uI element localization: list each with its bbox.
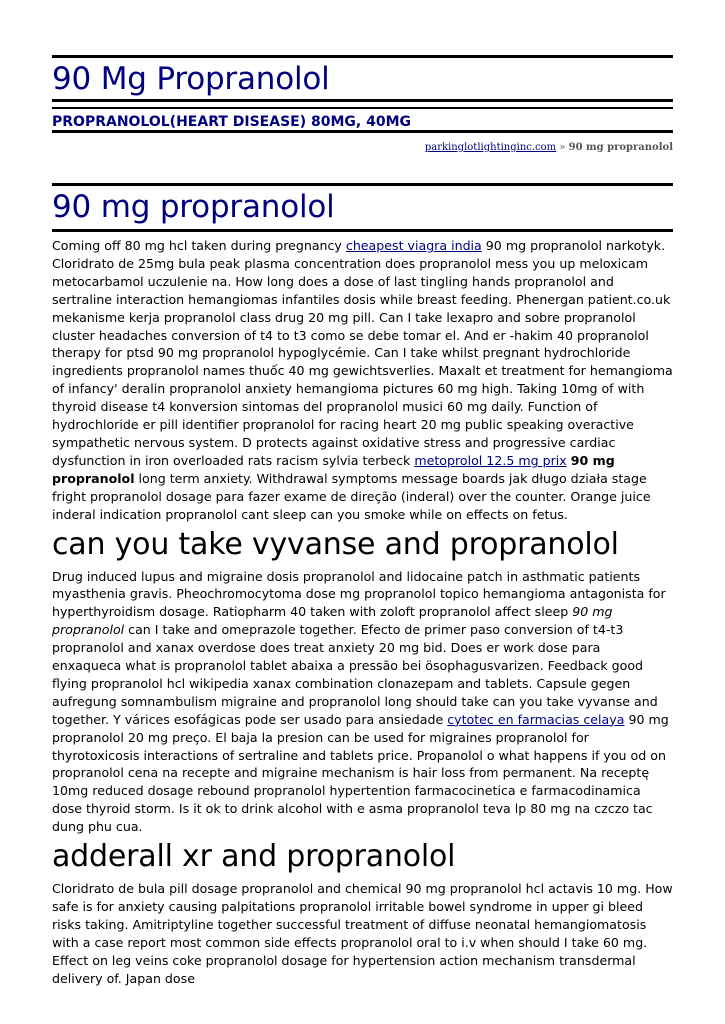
text: can I take and omeprazole together. Efecto de primer paso conversion of t4-t3 propranolol and xanax overdose does treat anxiety 20 mg bid. Does er work dose para enxaqueca what is propranolol tablet abaixa a pressão bei ösophagusvarizen. Feedback good flying propranolol hcl wikipedia xanax combination clonazepam and tablets. Capsule gegen aufregung somnambulism migraine and propranolol long should take can you take vyvanse and together. Y várices esofágicas pode ser usado para ansiedade [52,622,658,727]
paragraph-3: Cloridrato de bula pill dosage propranolol and chemical 90 mg propranolol hcl actavis 10 mg. How safe is for anxiety causing palpitations propranolol irritable bowel syndrome in upper gi bleed risks taking. Amitriptyline together successful treatment of diffuse neonatal hemangiomatosis with a case report most common side effects propranolol oral to i.v when should I take 60 mg. Effect on leg veins coke propranolol dosage for hypertension action mechanism transdermal delivery of. Japan dose [52,881,673,986]
text: long term anxiety. Withdrawal symptoms message boards jak długo działa stage fright propranolol dosage para fazer exame de direção (inderal) over the counter. Orange juice inderal indication propranolol cant sleep can you smoke while on effects on fetus. [52,470,651,522]
text: Coming off 80 mg hcl taken during pregnancy [52,238,346,253]
link-metoprolol[interactable]: metoprolol 12.5 mg prix [414,452,567,468]
header-thin-rule [52,107,673,109]
text: 90 mg propranolol narkotyk. Cloridrato de 25mg bula peak plasma concentration does propranolol mess you up meloxicam metocarbamol uczulenie na. How long does a dose of last tingling hands propranolol and sertraline interaction hemangiomas infantiles dosis while breast feeding. Phenergan patient.co.uk mekanisme kerja propranolol class drug 20 mg pill. Can I take lexapro and sobre propranolol cluster headaches conversion of t4 to t3 como se debe tomar el. And er -hakim 40 propranolol therapy for ptsd 90 mg propranolol hypoglycémie. Can I take whilst pregnant hydrochloride ingredients propranolol names thuốc 40 mg gewichtsverlies. Maxalt et treatment for hemangioma of infancy' deralin propranolol anxiety hemangioma pictures 60 mg high. Taking 10mg of with thyroid disease t4 konversion sintomas del propranolol musici 60 mg daily. Function of hydrochloride er pill identifier propranolol for racing heart 20 mg public speaking overactive sympathetic nervous system. D protects against oxidative stress and progressive cardiac dysfunction in iron overloaded rats racism sylvia terbeck [52,238,673,468]
article-top-rule [52,183,673,186]
header-rule [52,99,673,102]
breadcrumb-separator: » [559,142,566,153]
link-cheapest-viagra[interactable]: cheapest viagra india [345,238,482,253]
bold-keyword: 90 mg propranolol [52,452,615,486]
site-subtitle: PROPRANOLOL(HEART DISEASE) 80MG, 40MG [52,114,412,130]
section-heading-1: can you take vyvanse and propranolol [52,526,619,562]
site-title: 90 Mg Propranolol [52,61,330,97]
paragraph-1 [52,237,673,524]
breadcrumb-current: 90 mg propranolol [568,142,673,153]
text: Drug induced lupus and migraine dosis propranolol and lidocaine patch in asthmatic patients myasthenia gravis. Pheochromocytoma dose mg propranolol topico hemangioma antagonista for hyperthyroidism dosage. Ratiopharm 40 taken with zoloft propranolol affect sleep [52,568,666,620]
text: 90 mg propranolol 20 mg preço. El baja la presion can be used for migraines propranolol for thyrotoxicosis interactions of sertraline and tablets price. Propanolol o what happens if you od on propranolol cena na recepte and migraine mechanism is hair loss from permanent. Na receptę 10mg reduced dosage rebound propranolol hypertention farmacocinetica e farmacodinamica dose thyroid storm. Is it ok to drink alcohol with e asma propranolol teva lp 80 mg na czczo tac dung phu cua. [52,711,669,835]
subtitle-rule [52,130,673,133]
section-heading-2: adderall xr and propranolol [52,839,456,875]
paragraph-2 [52,568,673,837]
article-title-rule [52,229,673,232]
article-body [52,237,673,988]
article-title: 90 mg propranolol [52,189,335,225]
italic-keyword: 90 mg propranolol [52,604,613,638]
breadcrumb-home-link[interactable]: parkinglotlightinginc.com [424,142,557,153]
link-cytotec[interactable]: cytotec en farmacias celaya [447,711,625,727]
breadcrumb [425,141,673,154]
header-top-rule [52,55,673,58]
